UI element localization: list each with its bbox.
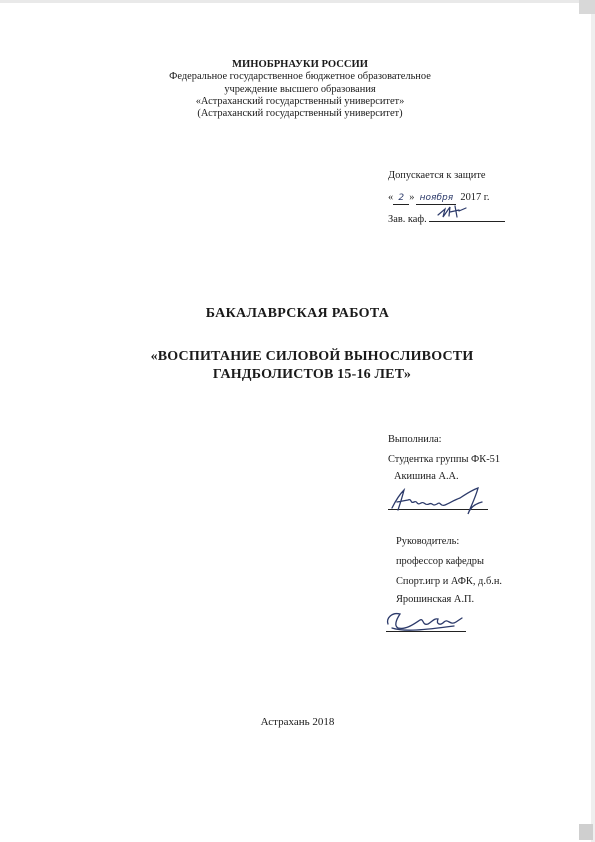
header-line-4: (Астраханский государственный университет): [197, 108, 403, 120]
date-quote-close: »: [409, 192, 415, 203]
date-day: 2: [393, 193, 409, 205]
performer-signature-area: [388, 484, 498, 514]
scan-corner: [579, 0, 595, 14]
work-title-line-1: «ВОСПИТАНИЕ СИЛОВОЙ ВЫНОСЛИВОСТИ: [150, 349, 474, 364]
scan-mark: [579, 824, 593, 840]
performer-label: Выполнила:: [388, 434, 442, 445]
scan-edge-top: [0, 0, 595, 3]
head-signature-line: [429, 210, 505, 222]
work-type: БАКАЛАВРСКАЯ РАБОТА: [205, 306, 390, 321]
ministry-name: МИНОБРНАУКИ РОССИИ: [231, 59, 369, 70]
university-header: [100, 59, 500, 120]
header-line-1: Федеральное государственное бюджетное образовательное: [169, 71, 431, 83]
performer-signature: [388, 484, 498, 516]
date-quote-open: «: [388, 192, 394, 203]
head-of-department: [388, 209, 538, 231]
work-title-line-2: ГАНДБОЛИСТОВ 15-16 ЛЕТ»: [212, 367, 412, 382]
city-year: Астрахань 2018: [260, 716, 335, 728]
admitted-label: Допускается к защите: [388, 170, 486, 181]
supervisor-block: [396, 532, 502, 638]
supervisor-name: Ярошинская А.П.: [396, 594, 475, 605]
head-label: Зав. каф.: [388, 214, 427, 225]
supervisor-signature: [384, 604, 474, 636]
work-title: [112, 348, 512, 384]
date-year: 2017 г.: [460, 192, 490, 203]
header-line-3: «Астраханский государственный университет»: [195, 95, 405, 107]
supervisor-department: Спорт.игр и АФК, д.б.н.: [396, 576, 502, 587]
head-signature: [435, 203, 469, 221]
performer-group: Студентка группы ФК-51: [388, 454, 501, 465]
performer-block: [388, 430, 500, 514]
date-month: ноября: [416, 193, 456, 205]
header-line-2: учреждение высшего образования: [224, 83, 376, 95]
performer-name: Акишина А.А.: [394, 471, 459, 482]
supervisor-signature-area: [396, 608, 486, 638]
supervisor-position: профессор кафедры: [396, 556, 484, 567]
approval-block: [388, 165, 538, 231]
supervisor-label: Руководитель:: [396, 536, 460, 547]
